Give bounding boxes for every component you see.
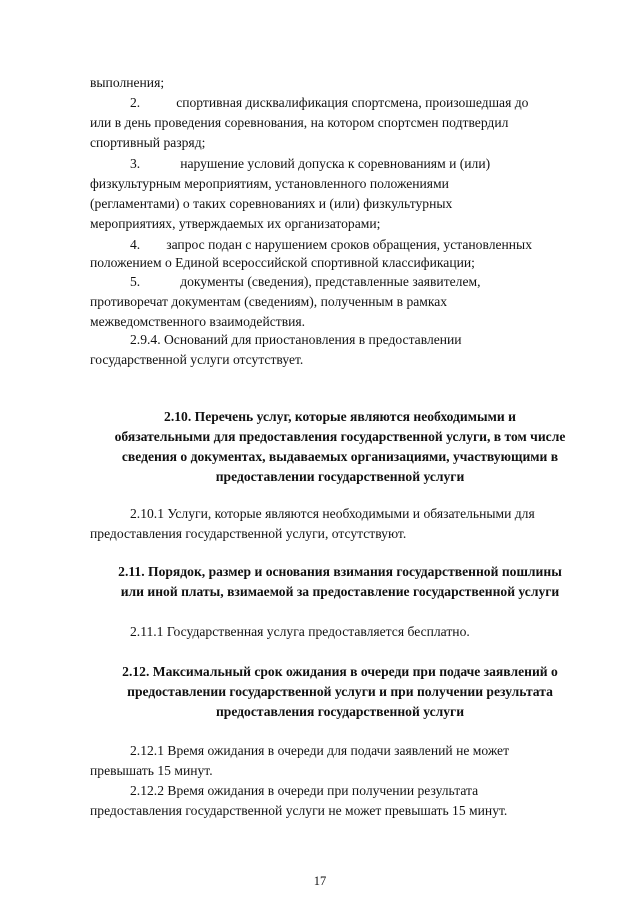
list-item-5-line-3: межведомственного взаимодействия. bbox=[90, 314, 306, 329]
clause-2-12-2-line-2: предоставления государственной услуги не может превышать 15 минут. bbox=[90, 803, 508, 818]
list-item-2-first-line bbox=[130, 93, 580, 113]
list-item-2-line-2: или в день проведения соревнования, на котором спортсмен подтвердил bbox=[90, 115, 509, 130]
list-item-5-first-line bbox=[130, 272, 580, 292]
paragraph-continuation: выполнения; bbox=[90, 75, 165, 90]
list-item-text: нарушение условий допуска к соревнованиям и (или) bbox=[180, 156, 491, 171]
clause-2-12-1-line-2: превышать 15 минут. bbox=[90, 763, 213, 778]
page-number: 17 bbox=[313, 874, 327, 888]
list-item-number: 2. bbox=[130, 95, 141, 110]
clause-2-9-4-line-1: 2.9.4. Оснований для приостановления в предоставлении bbox=[130, 332, 462, 347]
list-item-3-line-4: мероприятиях, утверждаемых их организаторами; bbox=[90, 216, 381, 231]
list-item-5-line-2: противоречат документам (сведениям), полученным в рамках bbox=[90, 294, 448, 309]
list-item-number: 5. bbox=[130, 274, 141, 289]
section-2-11-heading-line-2: или иной платы, взимаемой за предоставление государственной услуги bbox=[120, 584, 560, 599]
list-item-3-line-3: (регламентами) о таких соревнованиях и (или) физкультурных bbox=[90, 196, 453, 211]
section-2-10-heading-line-1: 2.10. Перечень услуг, которые являются необходимыми и bbox=[164, 409, 516, 424]
clause-2-11-1: 2.11.1 Государственная услуга предоставляется бесплатно. bbox=[130, 624, 470, 639]
section-2-12-heading-line-2: предоставлении государственной услуги и при получении результата bbox=[127, 684, 553, 699]
list-item-3-first-line bbox=[130, 154, 580, 174]
section-2-12-heading-line-3: предоставления государственной услуги bbox=[215, 704, 465, 719]
list-item-number: 3. bbox=[130, 156, 141, 171]
section-2-10-heading-line-4: предоставлении государственной услуги bbox=[215, 469, 465, 484]
section-2-10-heading-line-3: сведения о документах, выдаваемых организациями, участвующими в bbox=[121, 449, 559, 464]
list-item-2-line-3: спортивный разряд; bbox=[90, 135, 206, 150]
list-item-text: запрос подан с нарушением сроков обращения, установленных bbox=[166, 237, 532, 252]
list-item-text: спортивная дисквалификация спортсмена, произошедшая до bbox=[176, 95, 529, 110]
list-item-4-first-line bbox=[130, 235, 580, 255]
section-2-12-heading-line-1: 2.12. Максимальный срок ожидания в очереди при подаче заявлений о bbox=[122, 664, 558, 679]
section-2-11-heading-line-1: 2.11. Порядок, размер и основания взимания государственной пошлины bbox=[118, 564, 562, 579]
clause-2-10-1-line-1: 2.10.1 Услуги, которые являются необходимыми и обязательными для bbox=[130, 506, 535, 521]
clause-2-12-2-line-1: 2.12.2 Время ожидания в очереди при получении результата bbox=[130, 783, 479, 798]
clause-2-9-4-line-2: государственной услуги отсутствует. bbox=[90, 352, 304, 367]
list-item-number: 4. bbox=[130, 237, 141, 252]
section-2-10-heading-line-2: обязательными для предоставления государственной услуги, в том числе bbox=[114, 429, 566, 444]
list-item-text: документы (сведения), представленные заявителем, bbox=[180, 274, 481, 289]
list-item-3-line-2: физкультурным мероприятиям, установленного положениями bbox=[90, 176, 449, 191]
clause-2-10-1-line-2: предоставления государственной услуги, отсутствуют. bbox=[90, 526, 407, 541]
list-item-4-line-2: положением о Единой всероссийской спортивной классификации; bbox=[90, 255, 475, 270]
clause-2-12-1-line-1: 2.12.1 Время ожидания в очереди для подачи заявлений не может bbox=[130, 743, 510, 758]
